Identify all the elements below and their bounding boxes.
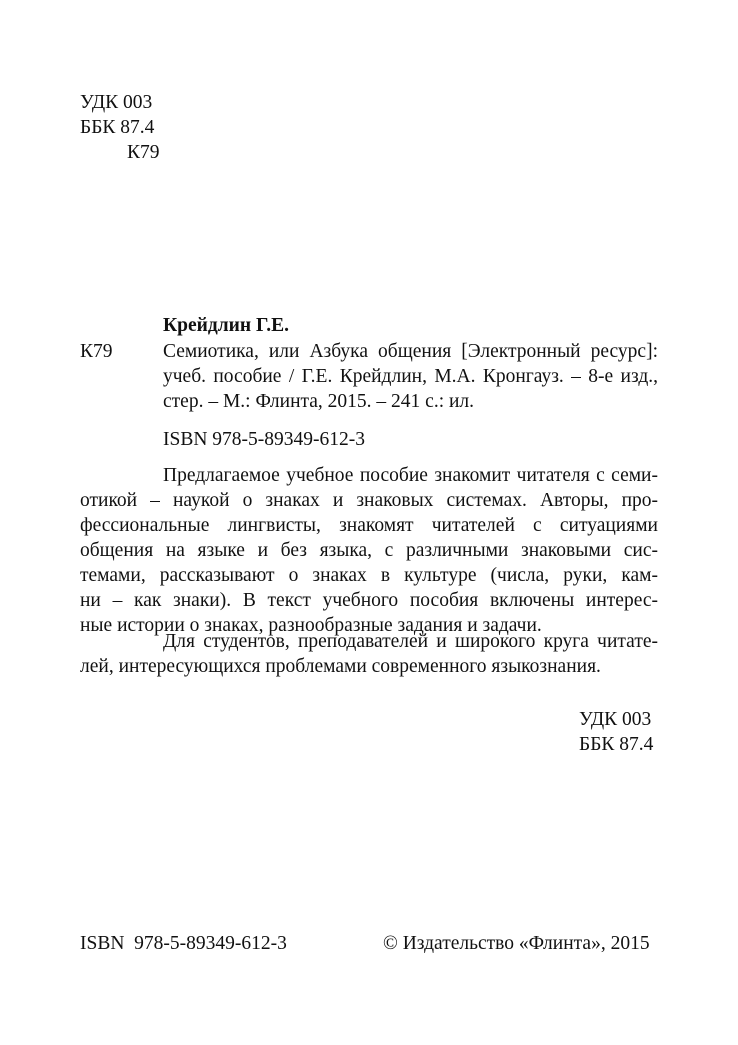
entry-author-mark: К79 [80, 341, 113, 362]
abstract-line: ни – как знаки). В текст учебного пособия включены интерес- [80, 590, 658, 611]
entry-isbn: ISBN 978-5-89349-612-3 [163, 429, 366, 450]
footer-isbn: ISBN 978-5-89349-612-3 [80, 933, 287, 954]
abstract-line: ные истории о знаках, разнообразные задания и задачи. [80, 615, 542, 636]
abstract-line: отикой – наукой о знаках и знаковых системах. Авторы, про- [80, 490, 658, 511]
description-line: Семиотика, или Азбука общения [Электронный ресурс]: [163, 341, 658, 362]
author-mark: К79 [127, 142, 160, 163]
audience-paragraph [80, 630, 658, 680]
author-name: Крейдлин Г.Е. [163, 315, 289, 336]
bbk-code: ББК 87.4 [579, 734, 654, 755]
audience-line: лей, интересующихся проблемами современного языкознания. [80, 656, 601, 677]
abstract-line: фессиональные лингвисты, знакомят читателей с ситуациями [80, 515, 658, 536]
bibliographic-description [163, 340, 658, 415]
abstract-line: общения на языке и без языка, с различными знаковыми сис- [80, 540, 658, 561]
description-line: учеб. пособие / Г.Е. Крейдлин, М.А. Кронгауз. – 8-е изд., [163, 366, 658, 387]
bbk-code: ББК 87.4 [80, 117, 155, 138]
audience-line: Для студентов, преподавателей и широкого круга читате- [163, 631, 658, 652]
description-line: стер. – М.: Флинта, 2015. – 241 с.: ил. [163, 391, 475, 412]
classification-codes [579, 708, 653, 758]
udk-code: УДК 003 [80, 92, 153, 113]
udk-code: УДК 003 [579, 709, 652, 730]
abstract-paragraph [80, 464, 658, 639]
abstract-line: темами, рассказывают о знаках в культуре (числа, руки, кам- [80, 565, 658, 586]
abstract-line: Предлагаемое учебное пособие знакомит читателя с семи- [163, 465, 658, 486]
header-classification-codes [80, 91, 160, 166]
copyright-notice: © Издательство «Флинта», 2015 [383, 933, 650, 954]
